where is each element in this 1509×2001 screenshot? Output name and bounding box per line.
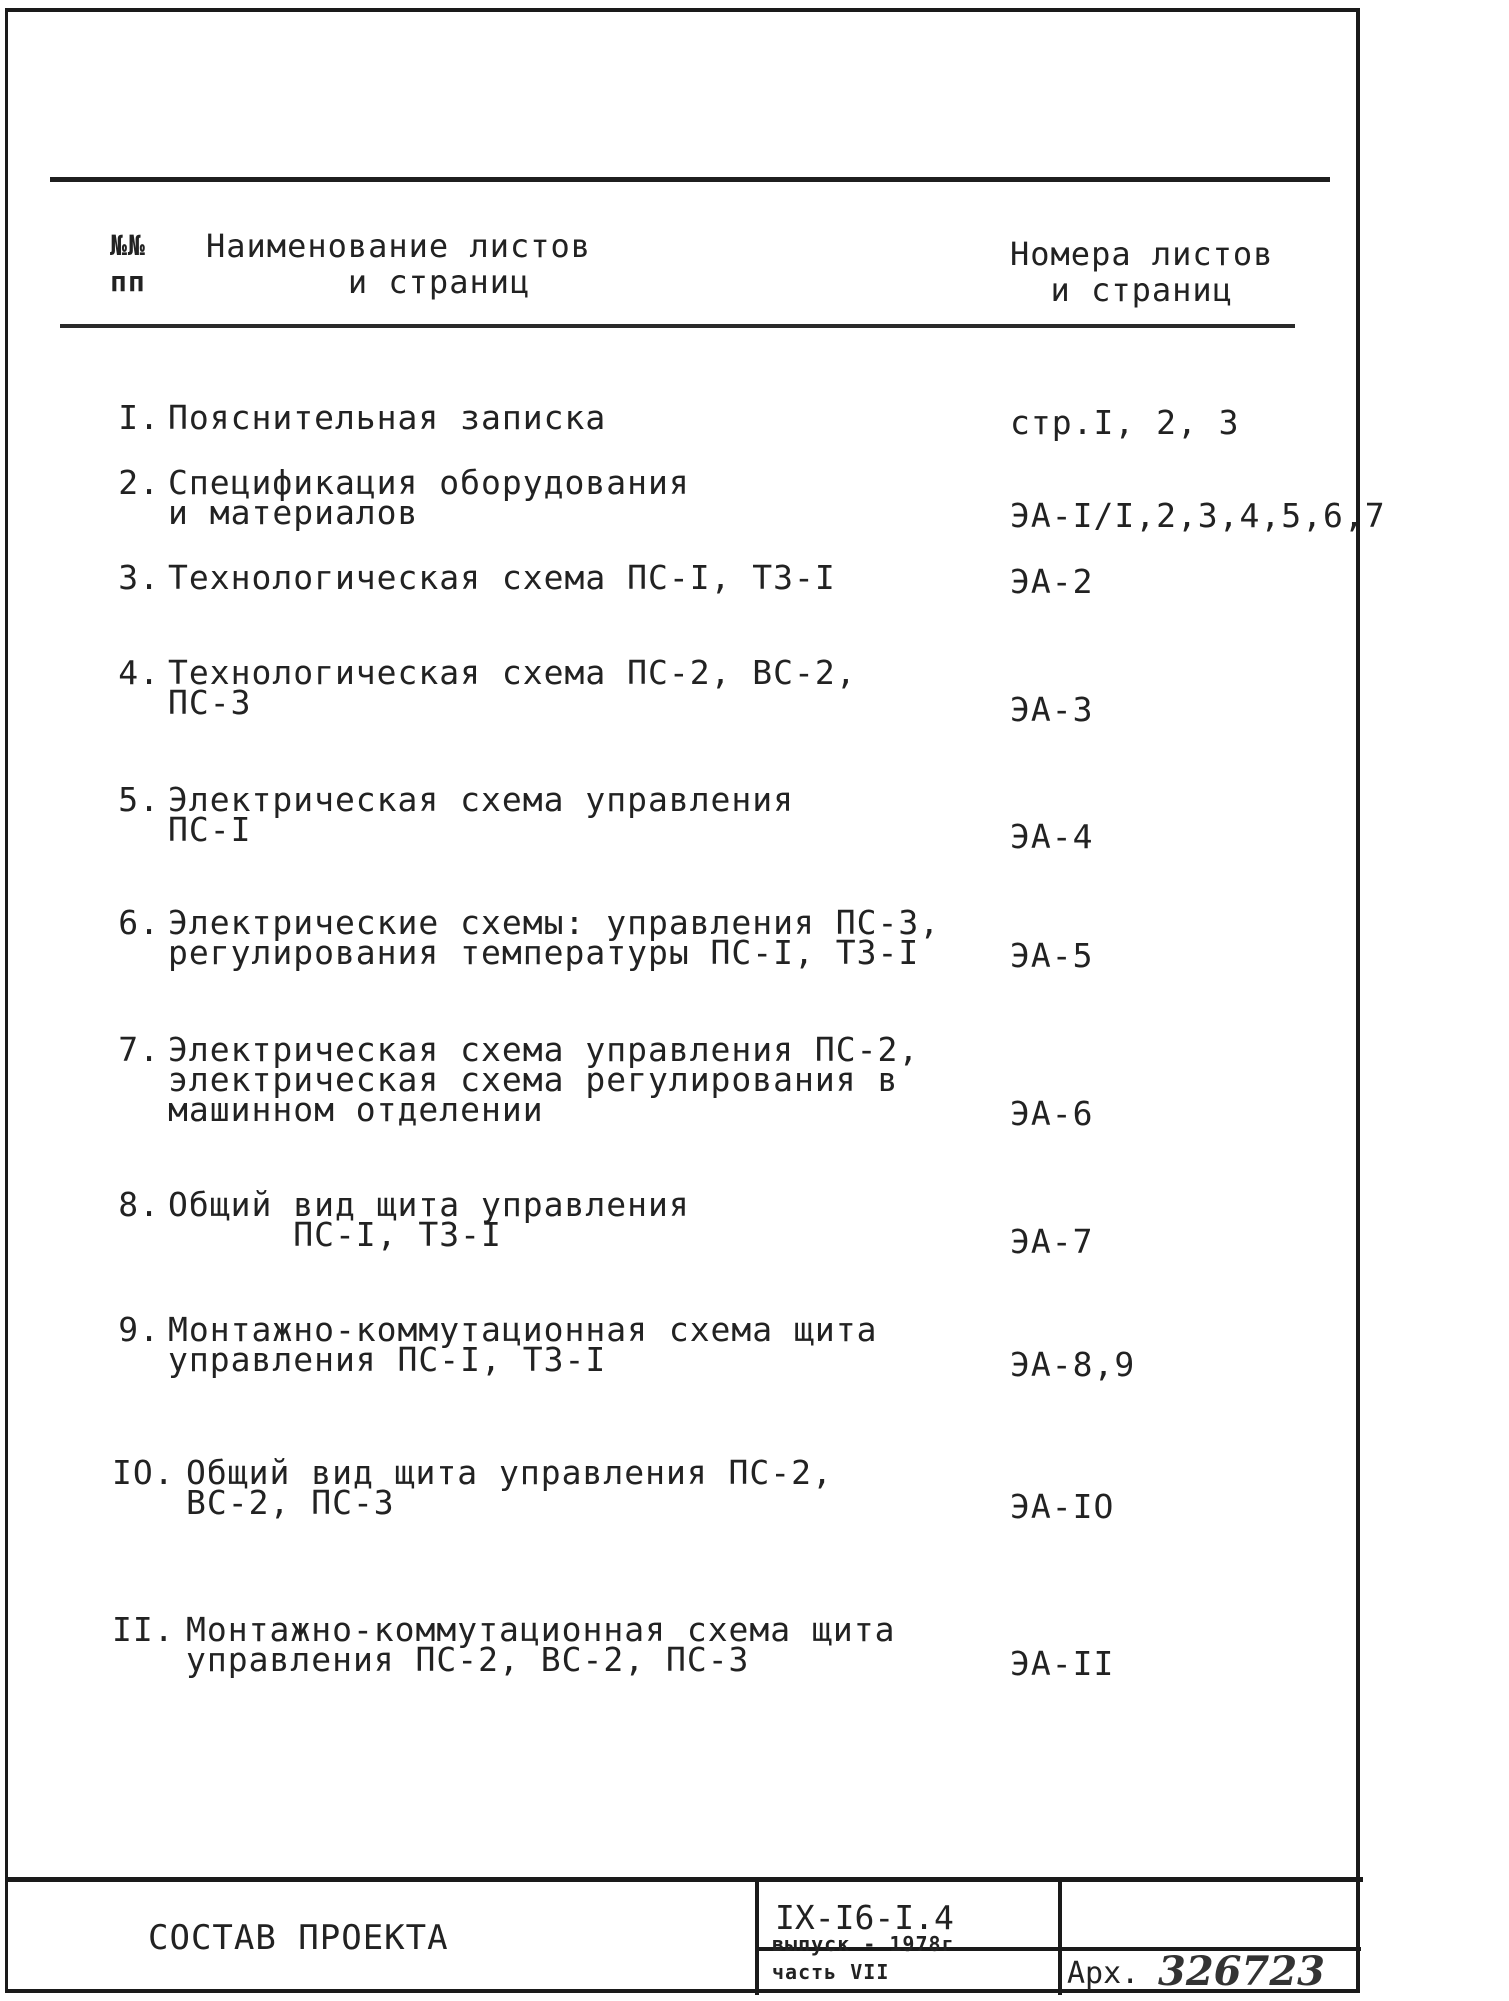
item-name: Пояснительная записка <box>168 398 607 437</box>
header-rule <box>60 324 1295 328</box>
item-name: Общий вид щита управления ПС-2, ВС-2, ПС-3 <box>186 1453 833 1522</box>
stamp-divider <box>1058 1880 1062 1995</box>
item-number: 8. <box>118 1185 160 1224</box>
item-number: II. <box>112 1610 175 1649</box>
document-title: СОСТАВ ПРОЕКТА <box>148 1918 449 1958</box>
item-pages: ЭА-8,9 <box>1010 1345 1136 1384</box>
item-number: 7. <box>118 1030 160 1069</box>
item-pages: ЭА-4 <box>1010 817 1094 856</box>
archive-label: Арх. <box>1067 1956 1140 1991</box>
item-name: Спецификация оборудования и материалов <box>168 463 690 532</box>
item-name: Монтажно-коммутационная схема щита управления ПС-I, ТЗ-I <box>168 1310 878 1379</box>
top-rule <box>50 177 1330 182</box>
item-name: Электрическая схема управления ПС-I <box>168 780 795 849</box>
item-number: I. <box>118 398 160 437</box>
item-pages: ЭА-II <box>1010 1644 1115 1683</box>
item-number: 4. <box>118 653 160 692</box>
item-pages: стр.I, 2, 3 <box>1010 403 1240 442</box>
item-name: Технологическая схема ПС-I, ТЗ-I <box>168 558 836 597</box>
issue-label: выпуск - 1978г <box>772 1932 955 1956</box>
item-number: 6. <box>118 903 160 942</box>
header-name-column: Наименование листов и страниц <box>206 227 592 301</box>
item-pages: ЭА-IO <box>1010 1487 1115 1526</box>
item-pages: ЭА-2 <box>1010 562 1094 601</box>
item-name: Электрические схемы: управления ПС-3, регулирования температуры ПС-I, ТЗ-I <box>168 903 941 972</box>
archive-number: 326723 <box>1158 1948 1325 1995</box>
item-pages: ЭА-I/I,2,3,4,5,6,7 <box>1010 496 1386 535</box>
item-pages: ЭА-5 <box>1010 936 1094 975</box>
item-number: 2. <box>118 463 160 502</box>
part-label: часть VII <box>772 1960 890 1984</box>
item-number: IO. <box>112 1453 175 1492</box>
item-number: 5. <box>118 780 160 819</box>
item-name: Монтажно-коммутационная схема щита управления ПС-2, ВС-2, ПС-3 <box>186 1610 896 1679</box>
stamp-divider <box>755 1880 759 1995</box>
item-name: Общий вид щита управления ПС-I, ТЗ-I <box>168 1185 690 1254</box>
header-number-column: №№ пп <box>110 229 146 298</box>
stamp-top-border <box>8 1877 1363 1882</box>
item-pages: ЭА-7 <box>1010 1222 1094 1261</box>
item-name: Электрическая схема управления ПС-2, электрическая схема регулирования в машинном отделении <box>168 1030 920 1129</box>
header-pages-column: Номера листов и страниц <box>1010 235 1274 309</box>
item-number: 9. <box>118 1310 160 1349</box>
item-pages: ЭА-6 <box>1010 1094 1094 1133</box>
item-pages: ЭА-3 <box>1010 690 1094 729</box>
item-name: Технологическая схема ПС-2, ВС-2, ПС-3 <box>168 653 857 722</box>
item-number: 3. <box>118 558 160 597</box>
document-code: IX-I6-I.4 <box>775 1898 954 1937</box>
